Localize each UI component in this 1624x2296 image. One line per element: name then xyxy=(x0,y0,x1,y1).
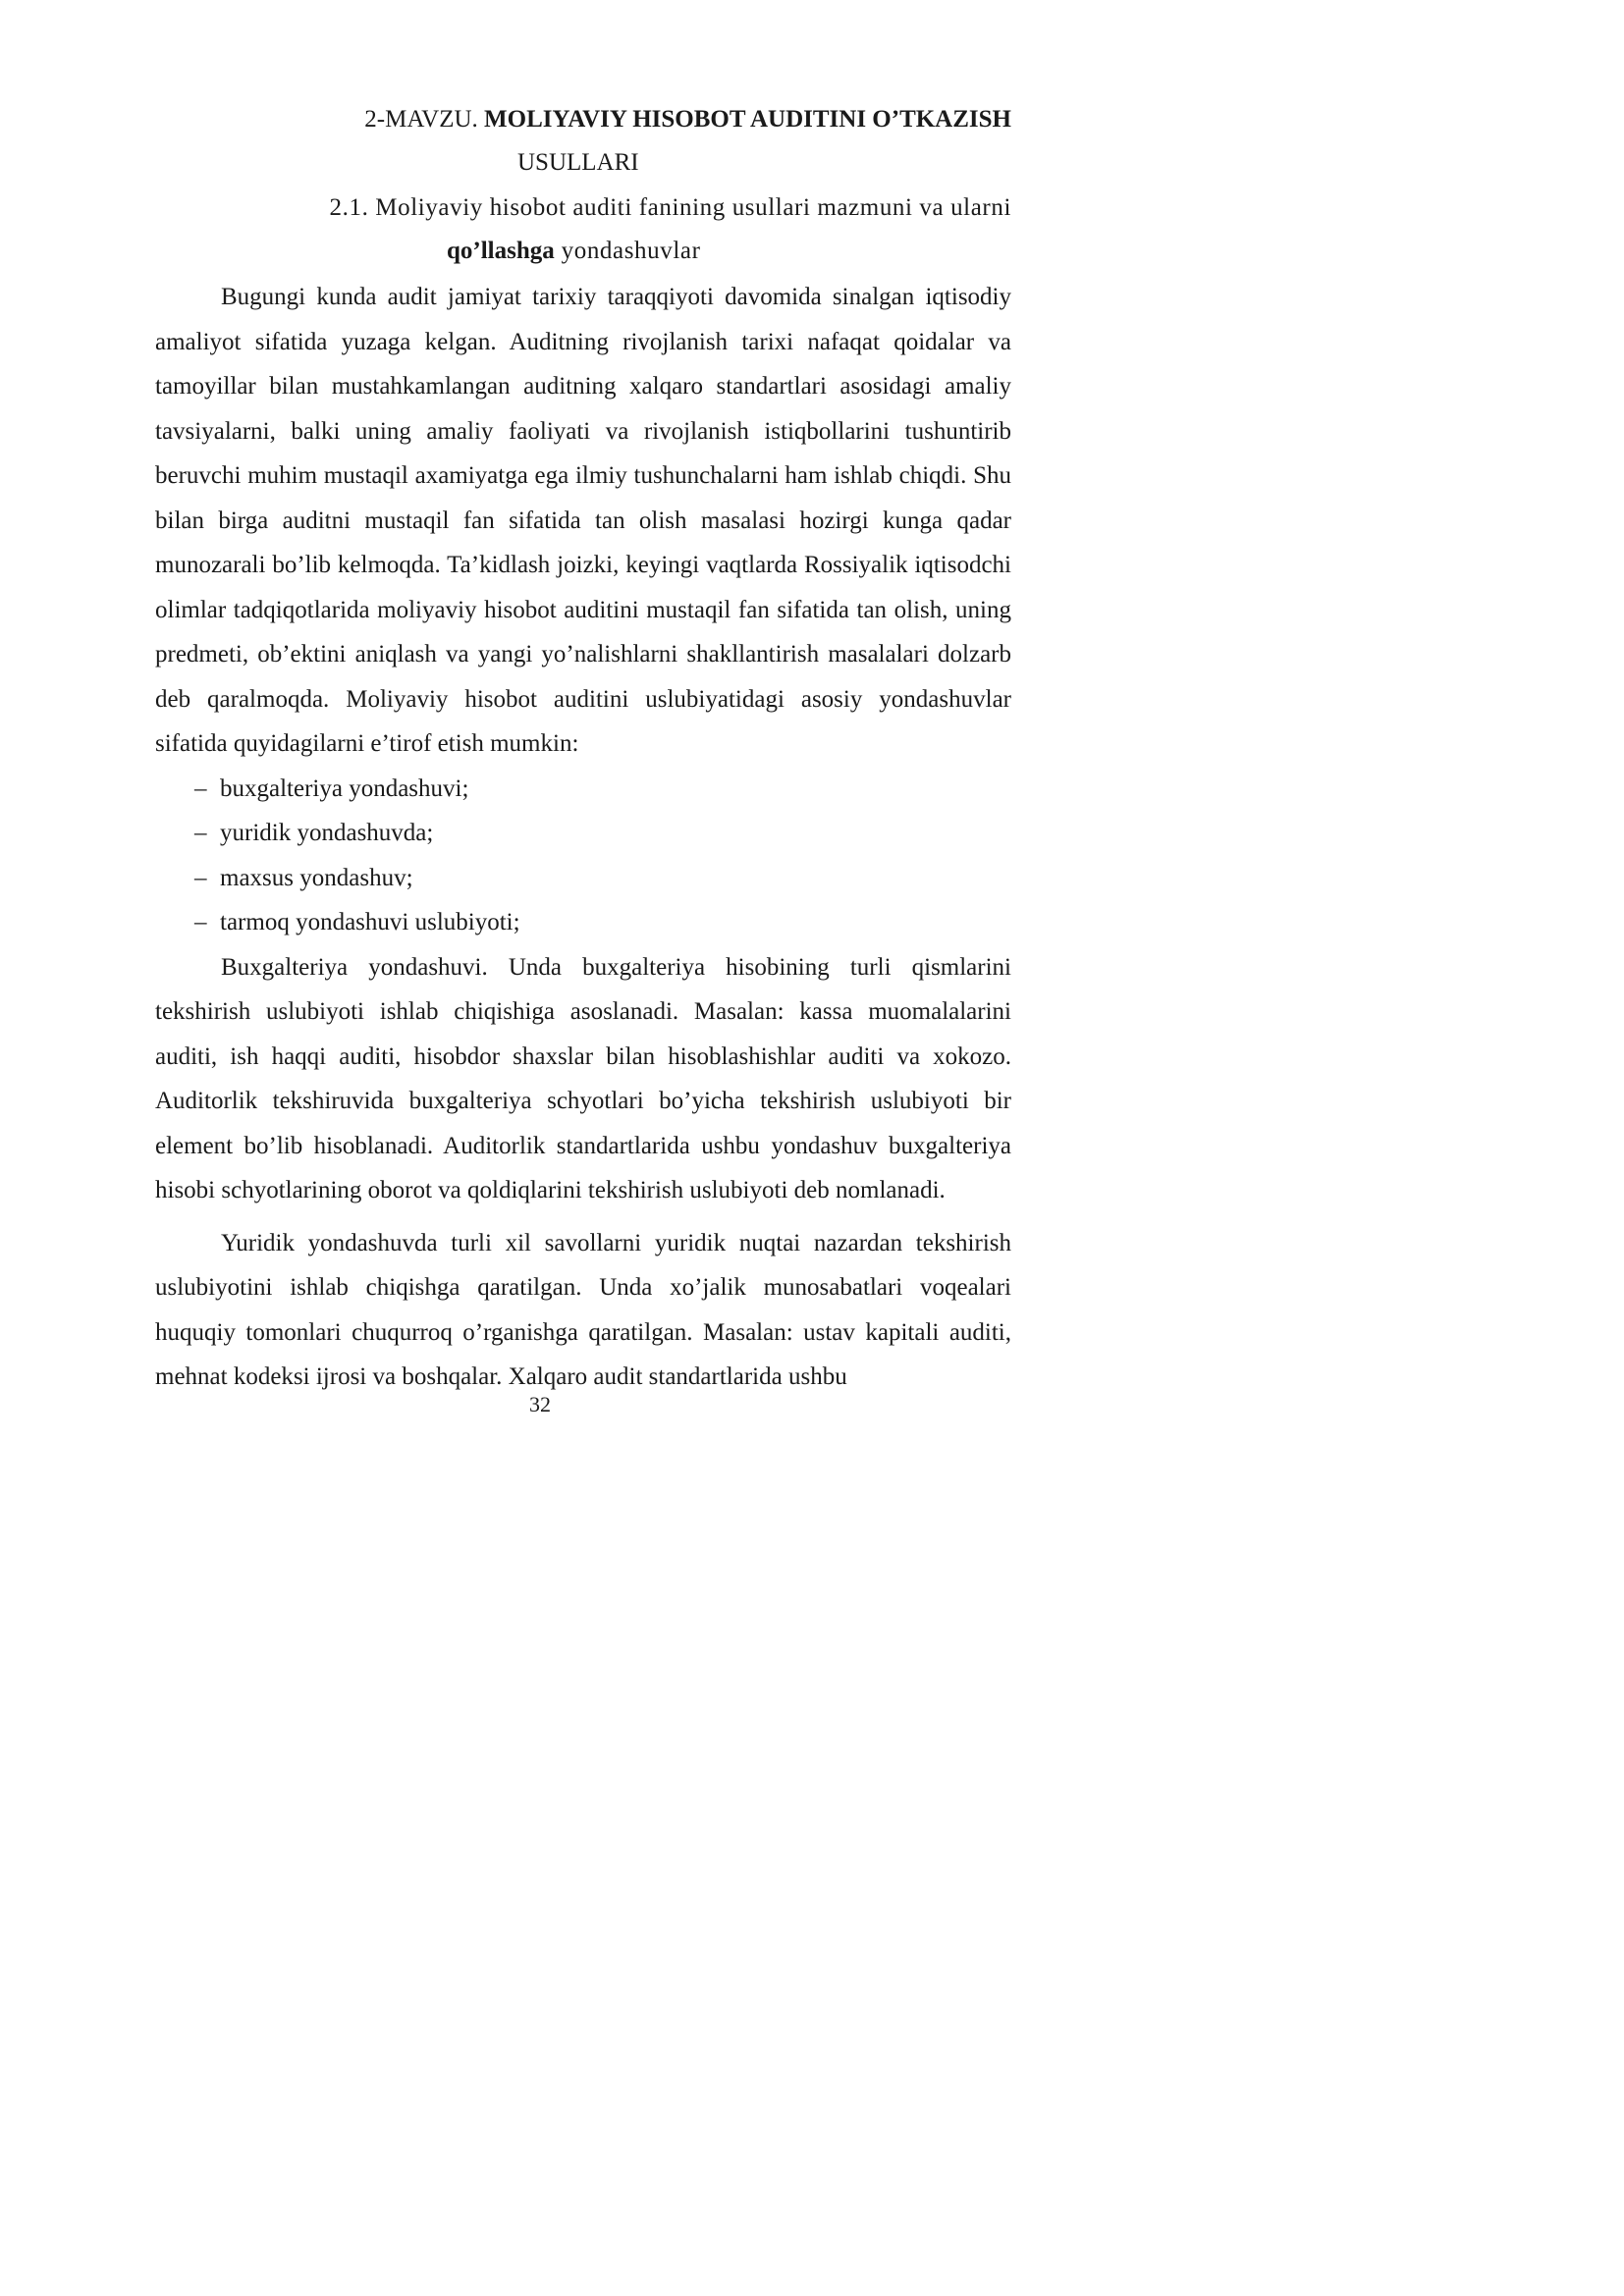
list-item xyxy=(155,767,1011,812)
paragraph-intro: Bugungi kunda audit jamiyat tarixiy taraqqiyoti davomida sinalgan iqtisodiy amaliyot sifatida yuzaga kelgan. Auditning rivojlanish tarixi nafaqat qoidalar va tamoyillar bilan mustahkamlangan auditning xalqaro standartlari asosidagi amaliy tavsiyalarni, balki uning amaliy faoliyati va rivojlanish istiqbollarini tushuntirib beruvchi muhim mustaqil axamiyatga ega ilmiy tushunchalarni ham ishlab chiqdi. Shu bilan birga auditni mustaqil fan sifatida tan olish masalasi hozirgi kunga qadar munozarali bo’lib kelmoqda. Ta’kidlash joizki, keyingi vaqtlarda Rossiyalik iqtisodchi olimlar tadqiqotlarida moliyaviy hisobot auditini mustaqil fan sifatida tan olish, uning predmeti, ob’ektini aniqlash va yangi yo’nalishlarni shakllantirish masalalari dolzarb deb qaralmoqda. Moliyaviy hisobot auditini uslubiyatidagi asosiy yondashuvlar sifatida quyidagilarni e’tirof etish mumkin: xyxy=(155,284,1011,757)
list-item xyxy=(155,856,1011,901)
list-dash: – xyxy=(194,909,207,935)
list-dash: – xyxy=(194,864,207,891)
list-item-text: maxsus yondashuv; xyxy=(220,864,413,891)
list-item-text: yuridik yondashuvda; xyxy=(220,820,434,846)
section-title-line2 xyxy=(155,230,1011,273)
topic-title-bold: MOLIYAVIY HISOBOT AUDITINI O’TKAZISH xyxy=(484,106,1011,133)
page-number: 32 xyxy=(529,1392,551,1416)
document-page xyxy=(0,0,1080,1526)
section-title-bold: qo’llashga xyxy=(447,238,555,264)
topic-prefix: 2-MAVZU. xyxy=(364,106,485,133)
list-dash: – xyxy=(194,820,207,846)
list-dash: – xyxy=(194,774,207,802)
list-item-text: buxgalteriya yondashuvi; xyxy=(220,774,469,802)
topic-title xyxy=(155,98,1011,141)
body-text xyxy=(155,275,1011,1400)
paragraph-legal-approach: Yuridik yondashuvda turli xil savollarni yuridik nuqtai nazardan tekshirish uslubiyotini ishlab chiqishga qaratilgan. Unda xo’jalik munosabatlari voqealari huquqiy tomonlari chuqurroq o’rganishga qaratilgan. Masalan: ustav kapitali auditi, mehnat kodeksi ijrosi va boshqalar. Xalqaro audit standartlarida ushbu xyxy=(155,1229,1011,1390)
approaches-list xyxy=(155,767,1011,945)
list-item xyxy=(155,900,1011,945)
list-item-text: tarmoq yondashuvi uslubiyoti; xyxy=(220,909,520,935)
paragraph-accounting-approach: Buxgalteriya yondashuvi. Unda buxgalteriya hisobining turli qismlarini tekshirish uslubiyoti ishlab chiqishiga asoslanadi. Masalan: kassa muomalalarini auditi, ish haqqi auditi, hisobdor shaxslar bilan hisoblashishlar auditi va xokozo. Auditorlik tekshiruvida buxgalteriya schyotlari bo’yicha tekshirish uslubiyoti bir element bo’lib hisoblanadi. Auditorlik standartlarida ushbu yondashuv buxgalteriya hisobi schyotlarining oborot va qoldiqlarini tekshirish uslubiyoti deb nomlanadi. xyxy=(155,953,1011,1203)
topic-title-line2: USULLARI xyxy=(517,149,639,176)
section-title-rest: yondashuvlar xyxy=(554,238,701,264)
section-title: 2.1. Moliyaviy hisobot auditi fanining usullari mazmuni va ularni xyxy=(329,194,1011,221)
list-item xyxy=(155,811,1011,856)
